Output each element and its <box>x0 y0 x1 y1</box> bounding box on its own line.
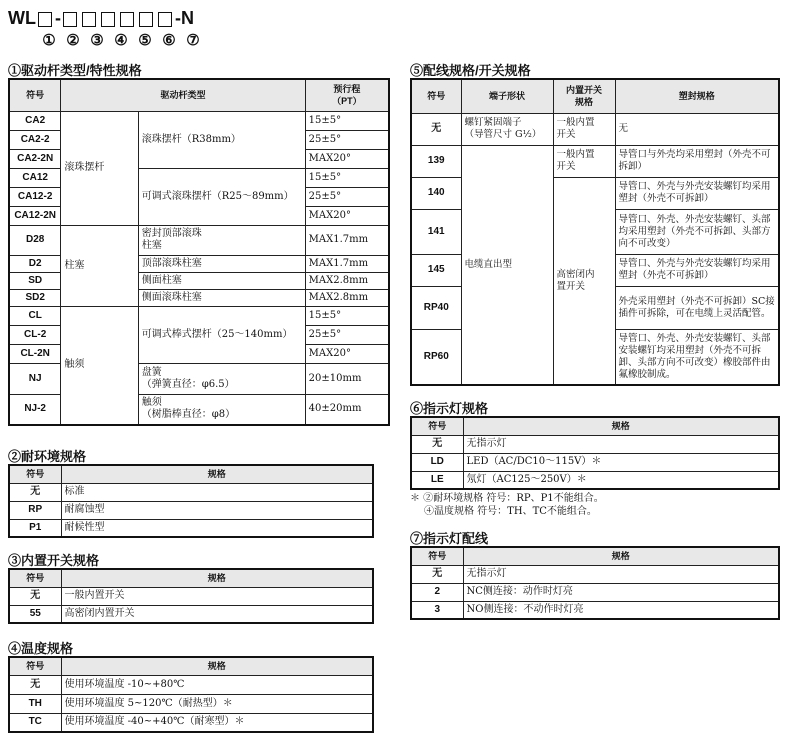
footnote-environment: ＊ ②耐环境规格 符号：RP、P1不能组合。 <box>410 493 604 504</box>
seal-cell: 外壳采用塑封（外壳不可拆卸）SC接插件可拆除，可在电缆上灵活配管。 <box>615 286 779 329</box>
code-cell: TC <box>9 713 61 732</box>
col-header-switch: 内置开关 规格 <box>553 79 615 113</box>
spec-cell: LED（AC/DC10～115V）＊ <box>463 453 779 471</box>
group-cell: 触须 <box>61 306 138 425</box>
col-header-code: 符号 <box>9 569 61 587</box>
code-cell: 2 <box>411 583 463 601</box>
type-cell: 可调式滚珠摆杆（R25～89mm） <box>138 168 305 225</box>
spec-cell: 耐候性型 <box>61 519 373 537</box>
spec-cell: 氖灯（AC125～250V）＊ <box>463 471 779 489</box>
code-cell: 141 <box>411 209 461 254</box>
group-cell: 滚珠摆杆 <box>61 111 138 225</box>
wiring-table <box>410 78 780 386</box>
code-cell: CA2-2N <box>9 149 61 168</box>
col-header-spec: 规格 <box>61 465 373 483</box>
spec-cell: 使用环境温度 5~120℃（耐热型）＊ <box>61 694 373 713</box>
section2-title: ②耐环境规格 <box>8 449 87 464</box>
spec-cell: 标准 <box>61 483 373 501</box>
model-code <box>8 4 194 28</box>
type-cell: 顶部滚珠柱塞 <box>138 255 305 272</box>
code-cell: 无 <box>411 435 463 453</box>
code-box-5 <box>120 12 134 27</box>
position-number: ③ <box>90 32 104 49</box>
code-cell: RP <box>9 501 61 519</box>
code-cell: CL-2N <box>9 344 61 363</box>
seal-cell: 无 <box>615 113 779 145</box>
pt-cell: MAX1.7mm <box>305 225 389 255</box>
code-cell: CA2 <box>9 111 61 130</box>
position-number: ⑦ <box>186 32 200 49</box>
indicator-wiring-table <box>410 546 780 620</box>
spec-cell: 耐腐蚀型 <box>61 501 373 519</box>
code-box-6 <box>139 12 153 27</box>
code-cell: CA12 <box>9 168 61 187</box>
pt-cell: 25±5° <box>305 325 389 344</box>
code-cell: P1 <box>9 519 61 537</box>
code-cell: NJ-2 <box>9 394 61 425</box>
switch-cell: 一般内置 开关 <box>553 145 615 177</box>
col-header-code: 符号 <box>9 465 61 483</box>
code-cell: 无 <box>9 483 61 501</box>
pt-cell: 40±20mm <box>305 394 389 425</box>
spec-cell: 高密闭内置开关 <box>61 605 373 623</box>
pt-cell: MAX2.8mm <box>305 289 389 306</box>
pt-cell: 15±5° <box>305 111 389 130</box>
switch-table <box>8 568 374 624</box>
spec-cell: NO侧连接：不动作时灯亮 <box>463 601 779 619</box>
code-cell: NJ <box>9 363 61 394</box>
code-cell: RP40 <box>411 286 461 329</box>
col-header-seal: 塑封规格 <box>615 79 779 113</box>
code-cell: 145 <box>411 254 461 286</box>
col-header-spec: 规格 <box>463 417 779 435</box>
model-suffix: -N <box>174 8 194 28</box>
code-cell: 139 <box>411 145 461 177</box>
code-cell: SD <box>9 272 61 289</box>
spec-cell: 无指示灯 <box>463 435 779 453</box>
temperature-table <box>8 656 374 733</box>
code-cell: CA12-2N <box>9 206 61 225</box>
code-cell: CA2-2 <box>9 130 61 149</box>
pt-cell: MAX20° <box>305 149 389 168</box>
pt-cell: MAX2.8mm <box>305 272 389 289</box>
col-header-pt: 预行程 （PT） <box>305 79 389 111</box>
code-box-3 <box>82 12 96 27</box>
type-cell: 可调式棒式摆杆（25～140mm） <box>138 306 305 363</box>
pt-cell: MAX20° <box>305 206 389 225</box>
code-cell: LE <box>411 471 463 489</box>
model-dash: - <box>54 8 61 28</box>
position-number: ⑤ <box>138 32 152 49</box>
type-cell: 盘簧 （弹簧直径：φ6.5） <box>138 363 305 394</box>
pt-cell: 15±5° <box>305 168 389 187</box>
code-box-4 <box>101 12 115 27</box>
code-cell: CA12-2 <box>9 187 61 206</box>
terminal-cell: 螺钉紧固端子 （导管尺寸 G½） <box>461 113 553 145</box>
code-cell: D28 <box>9 225 61 255</box>
code-box-1 <box>38 12 52 27</box>
col-header-terminal: 端子形状 <box>461 79 553 113</box>
position-numbers <box>39 31 203 49</box>
spec-cell: 一般内置开关 <box>61 587 373 605</box>
spec-cell: NC侧连接：动作时灯亮 <box>463 583 779 601</box>
position-number: ② <box>66 32 80 49</box>
position-number: ① <box>42 32 56 49</box>
col-header-code: 符号 <box>411 547 463 565</box>
code-cell: 无 <box>9 587 61 605</box>
code-cell: CL <box>9 306 61 325</box>
code-cell: CL-2 <box>9 325 61 344</box>
type-cell: 侧面柱塞 <box>138 272 305 289</box>
section7-title: ⑦指示灯配线 <box>410 531 489 546</box>
seal-cell: 导管口、外壳与外壳安装螺钉均采用塑封（外壳不可拆卸） <box>615 254 779 286</box>
code-cell: 140 <box>411 177 461 209</box>
pt-cell: MAX20° <box>305 344 389 363</box>
pt-cell: 15±5° <box>305 306 389 325</box>
code-cell: D2 <box>9 255 61 272</box>
code-box-2 <box>63 12 77 27</box>
col-header-code: 符号 <box>9 79 61 111</box>
switch-cell: 一般内置 开关 <box>553 113 615 145</box>
code-cell: 55 <box>9 605 61 623</box>
seal-cell: 导管口、外壳与外壳安装螺钉均采用塑封（外壳不可拆卸） <box>615 177 779 209</box>
group-cell: 柱塞 <box>61 225 138 306</box>
position-number: ⑥ <box>162 32 176 49</box>
section3-title: ③内置开关规格 <box>8 553 100 568</box>
spec-cell: 使用环境温度 -10~+80℃ <box>61 675 373 694</box>
position-number: ④ <box>114 32 128 49</box>
type-cell: 侧面滚珠柱塞 <box>138 289 305 306</box>
pt-cell: 25±5° <box>305 187 389 206</box>
type-cell: 密封顶部滚珠 柱塞 <box>138 225 305 255</box>
col-header-code: 符号 <box>411 79 461 113</box>
col-header-type: 驱动杆类型 <box>61 79 305 111</box>
code-box-7 <box>158 12 172 27</box>
type-cell: 滚珠摆杆（R38mm） <box>138 111 305 168</box>
type-cell: 触须 （树脂棒直径：φ8） <box>138 394 305 425</box>
code-cell: LD <box>411 453 463 471</box>
col-header-code: 符号 <box>9 657 61 675</box>
section4-title: ④温度规格 <box>8 641 74 656</box>
environment-table <box>8 464 374 538</box>
section5-title: ⑤配线规格/开关规格 <box>410 63 531 78</box>
model-prefix: WL <box>8 8 36 28</box>
code-cell: SD2 <box>9 289 61 306</box>
spec-cell: 使用环境温度 -40~+40℃（耐寒型）＊ <box>61 713 373 732</box>
switch-cell: 高密闭内 置开关 <box>553 177 615 385</box>
actuator-table <box>8 78 390 426</box>
pt-cell: 20±10mm <box>305 363 389 394</box>
code-cell: RP60 <box>411 329 461 385</box>
code-cell: 无 <box>411 565 463 583</box>
seal-cell: 导管口、外壳、外壳安装螺钉、头部安装螺钉均采用塑封（外壳不可拆卸、头部方向不可改变）橡胶部件由氟橡胶制成。 <box>615 329 779 385</box>
code-cell: TH <box>9 694 61 713</box>
col-header-spec: 规格 <box>463 547 779 565</box>
seal-cell: 导管口、外壳、外壳安装螺钉、头部均采用塑封（外壳不可拆卸、头部方向不可改变） <box>615 209 779 254</box>
footnote-temperature: ④温度规格 符号：TH、TC不能组合。 <box>424 506 597 517</box>
pt-cell: 25±5° <box>305 130 389 149</box>
col-header-spec: 规格 <box>61 657 373 675</box>
section6-title: ⑥指示灯规格 <box>410 401 489 416</box>
code-cell: 3 <box>411 601 463 619</box>
col-header-code: 符号 <box>411 417 463 435</box>
terminal-cell: 电缆直出型 <box>461 145 553 385</box>
pt-cell: MAX1.7mm <box>305 255 389 272</box>
code-cell: 无 <box>411 113 461 145</box>
col-header-spec: 规格 <box>61 569 373 587</box>
indicator-table <box>410 416 780 490</box>
section1-title: ①驱动杆类型/特性规格 <box>8 63 142 78</box>
spec-cell: 无指示灯 <box>463 565 779 583</box>
seal-cell: 导管口与外壳均采用塑封（外壳不可拆卸） <box>615 145 779 177</box>
code-cell: 无 <box>9 675 61 694</box>
